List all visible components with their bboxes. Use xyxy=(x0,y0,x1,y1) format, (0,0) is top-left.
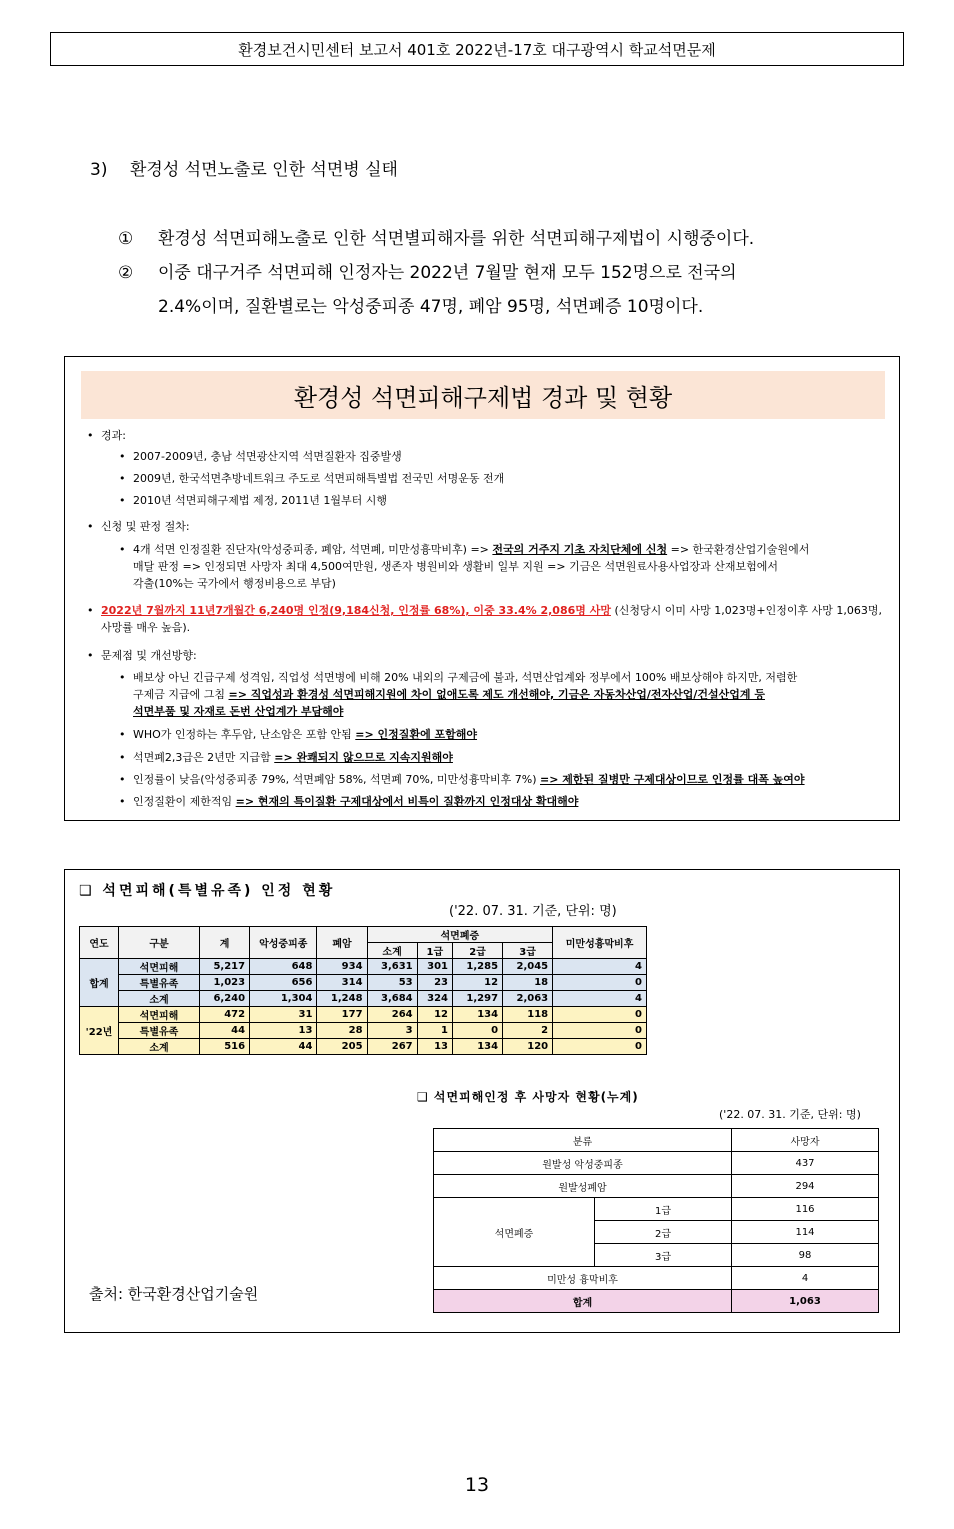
source-note: 출처: 한국환경산업기술원 xyxy=(89,1285,259,1303)
law-summary-box xyxy=(64,356,900,821)
table1-note: ('22. 07. 31. 기준, 단위: 명) xyxy=(449,904,617,919)
table1-title: ❑ 석면피해(특별유족) 인정 현황 xyxy=(79,883,336,899)
page-number: 13 xyxy=(464,1474,490,1496)
progress-label: • 경과: xyxy=(101,427,126,444)
section-title-text: 환경성 석면노출로 인한 석면병 실태 xyxy=(130,160,398,180)
issue-item: • 인정률이 낮음(악성중피종 79%, 석면폐암 58%, 석면폐 70%, 미만성흉막비후 7%) => 제한된 질병만 구제대상이므로 인정률 대폭 높여야 xyxy=(133,771,805,788)
table2-note: ('22. 07. 31. 기준, 단위: 명) xyxy=(719,1108,861,1121)
recognition-table: 연도 구분 계 악성중피종 폐암 석면폐증 미만성흉막비후 소계 1급 2급 3급 합계 석면피해 5,217 648 934 3,631 301 1,285 2,045 4 특별유족 1,023 656 314 53 23 12 18 0 소계 6,240 1,304 1,248 3,684 324 1,297 2,063 4 '22년 석면피해 472 31 177 264 12 134 118 0 특별유족 44 13 28 3 1 0 2 0 소계 516 44 205 267 13 134 120 0 xyxy=(79,926,647,1055)
list-item: ① 환경성 석면피해노출로 인한 석면별피해자를 위한 석면피해구제법이 시행중이다. xyxy=(118,229,755,249)
table-row: 특별유족 44 13 28 3 1 0 2 0 xyxy=(80,1023,647,1039)
box-title: 환경성 석면피해구제법 경과 및 현황 xyxy=(81,371,885,419)
apply-label: • 신청 및 판정 절차: xyxy=(101,518,190,535)
section-number: 3) xyxy=(90,160,108,180)
tables-box xyxy=(64,869,900,1333)
list-item: ② 이중 대구거주 석면피해 인정자는 2022년 7월말 현재 모두 152명으로 전국의 2.4%이며, 질환별로는 악성중피종 47명, 폐암 95명, 석면폐증 10명이다. xyxy=(118,263,737,317)
table-row: 소계 516 44 205 267 13 134 120 0 xyxy=(80,1039,647,1055)
progress-item: • 2009년, 한국석면추방네트워크 주도로 석면피해특별법 전국민 서명운동 전개 xyxy=(133,470,504,487)
table-row: 합계 석면피해 5,217 648 934 3,631 301 1,285 2,045 4 xyxy=(80,959,647,975)
stat-item: • 2022년 7월까지 11년7개월간 6,240명 인정(9,184신청, 인정률 68%), 이중 33.4% 2,086명 사망 (신청당시 이미 사망 1,023명+인정이후 사망 1,063명, 사망률 매우 높음). xyxy=(101,602,885,636)
table-row: 소계 6,240 1,304 1,248 3,684 324 1,297 2,063 4 xyxy=(80,991,647,1007)
issue-item: • 인정질환이 제한적임 => 현재의 특이질환 구제대상에서 비특이 질환까지 인정대상 확대해야 xyxy=(133,793,578,810)
progress-item: • 2007-2009년, 충남 석면광산지역 석면질환자 집중발생 xyxy=(133,448,402,465)
issue-item: • 배보상 아닌 긴급구제 성격임, 직업성 석면병에 비해 20% 내외의 구제금에 불과, 석면산업계와 정부에서 100% 배보상해야 하지만, 저렴한 구제금 지급에 그침 => 직업성과 환경성 석면피해지원에 차이 없애도록 제도 개선해야, 기금은 자동차산업/전자산업/건설산업계 등 석면부품 및 자재로 돈번 산업계가 부담해야 xyxy=(133,669,885,720)
table2-title: ❑ 석면피해인정 후 사망자 현황(누계) xyxy=(417,1090,639,1104)
issue-item: • 석면폐2,3급은 2년만 지급함 => 완쾌되지 않으므로 지속지원해야 xyxy=(133,749,453,766)
progress-item: • 2010년 석면피해구제법 제정, 2011년 1월부터 시행 xyxy=(133,492,387,509)
issue-item: • WHO가 인정하는 후두암, 난소암은 포함 안됨 => 인정질환에 포함해야 xyxy=(133,726,477,743)
death-table: 분류 사망자 원발성 악성중피종 437 원발성폐암 294 석면폐증 1급 116 2급 114 3급 98 미만성 흉막비후 4 합계 1,063 xyxy=(433,1128,879,1313)
section-title xyxy=(90,155,398,180)
table-row: '22년 석면피해 472 31 177 264 12 134 118 0 xyxy=(80,1007,647,1023)
table-row: 특별유족 1,023 656 314 53 23 12 18 0 xyxy=(80,975,647,991)
apply-item: • 4개 석면 인정질환 진단자(악성중피종, 폐암, 석면폐, 미만성흉막비후) => 전국의 거주지 기초 자치단체에 신청 => 한국환경산업기술원에서 매달 판정 => 인정되면 사망자 최대 4,500여만원, 생존자 병원비와 생활비 일부 지원 => 기금은 석면원료사용사업장과 산재보험에서 각출(10%는 국가에서 행정비용으로 부담) xyxy=(133,541,883,592)
issue-label: • 문제점 및 개선방향: xyxy=(101,647,197,664)
page-header: 환경보건시민센터 보고서 401호 2022년-17호 대구광역시 학교석면문제 xyxy=(50,32,904,66)
